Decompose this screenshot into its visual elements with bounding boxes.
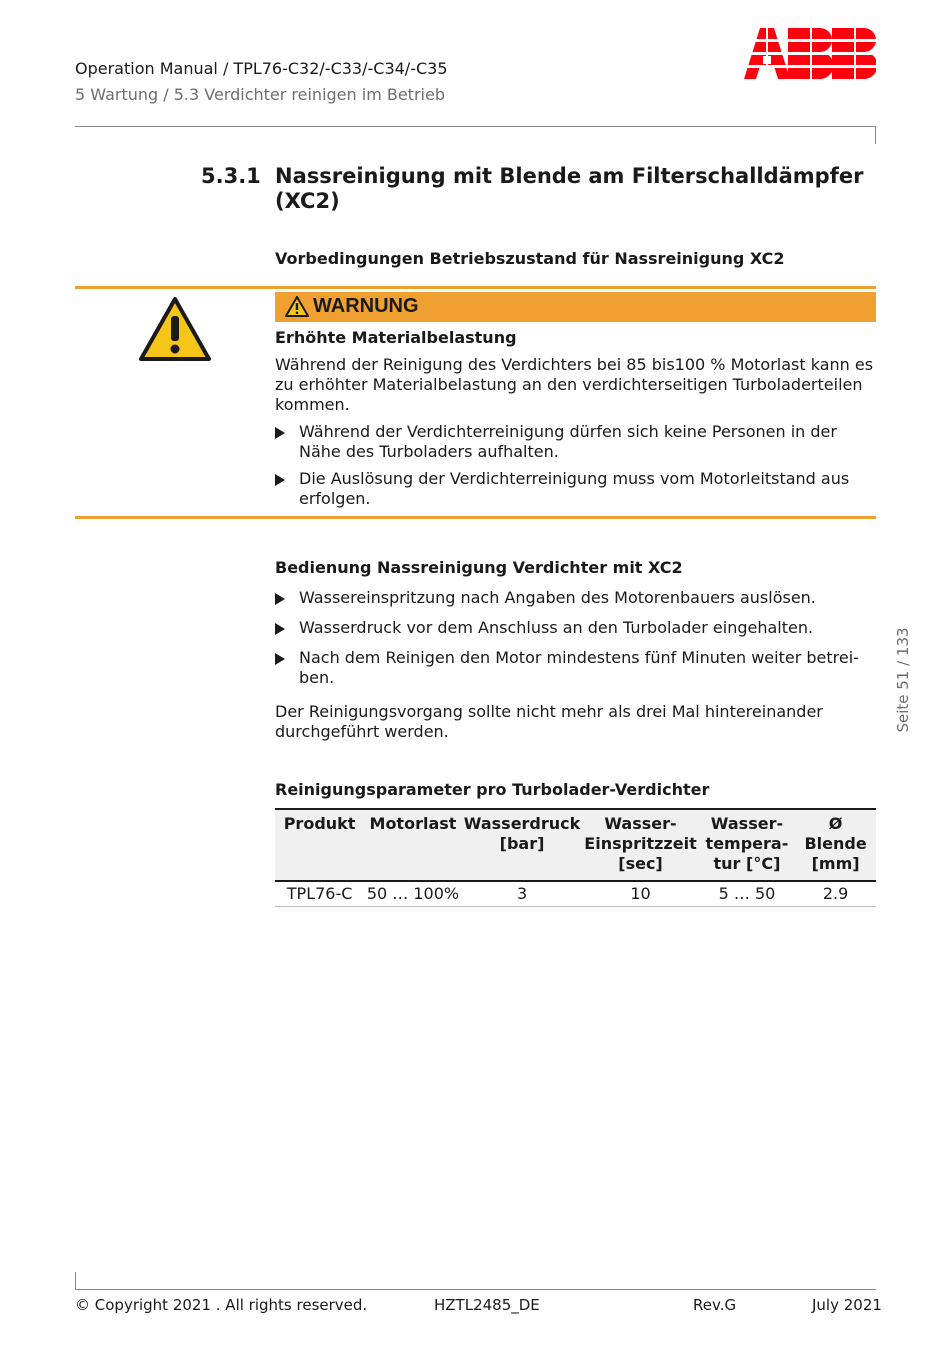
params-table <box>275 808 876 907</box>
table-cell: TPL76-C <box>275 881 364 907</box>
bullet-arrow-icon <box>275 427 285 439</box>
section-number: 5.3.1 <box>201 164 261 188</box>
date: July 2021 <box>812 1296 882 1314</box>
bullet-arrow-icon <box>275 653 285 665</box>
warning-title: Erhöhte Materialbelastung <box>275 328 517 347</box>
operation-note: Der Reinigungsvorgang sollte nicht mehr als drei Mal hintereinander durchgeführt werden. <box>275 702 823 741</box>
table-cell: 3 <box>462 881 583 907</box>
table-cell: 2.9 <box>795 881 876 907</box>
column-header: Produkt <box>275 809 364 881</box>
document-id: HZTL2485_DE <box>434 1296 540 1314</box>
bullet-arrow-icon <box>275 593 285 605</box>
bullet-arrow-icon <box>275 474 285 486</box>
column-header: Ø Blende [mm] <box>795 809 876 881</box>
table-cell: 5 … 50 <box>699 881 796 907</box>
breadcrumb: 5 Wartung / 5.3 Verdichter reinigen im Betrieb <box>75 85 445 104</box>
section-title: Nassreinigung mit Blende am Filterschalldämpfer (XC2) <box>275 164 864 213</box>
warning-top-rule <box>75 286 876 289</box>
warning-banner <box>275 292 876 322</box>
column-header: Motorlast <box>364 809 462 881</box>
footer-rule <box>75 1289 876 1290</box>
abb-logo <box>744 28 876 80</box>
bullet-arrow-icon <box>275 623 285 635</box>
warning-triangle-icon <box>138 296 212 366</box>
document-title: Operation Manual / TPL76-C32/-C33/-C34/-C35 <box>75 59 448 78</box>
warning-bottom-rule <box>75 516 876 519</box>
warning-text: Während der Reinigung des Verdichters bei 85 bis100 % Motorlast kann es zu erhöhter Materialbelastung an den verdichterseitigen Turboladerteilen kommen. <box>275 355 874 414</box>
revision: Rev.G <box>693 1296 737 1314</box>
table-cell: 50 … 100% <box>364 881 462 907</box>
warning-label: WARNUNG <box>313 295 419 317</box>
page-number: Seite 51 / 133 <box>894 627 912 733</box>
copyright: © Copyright 2021 . All rights reserved. <box>75 1296 368 1314</box>
header-rule-tick <box>875 126 876 144</box>
table-row <box>275 881 876 907</box>
operation-heading: Bedienung Nassreinigung Verdichter mit XC2 <box>275 558 683 577</box>
preconditions-heading: Vorbedingungen Betriebszustand für Nassreinigung XC2 <box>275 249 785 268</box>
table-header-row <box>275 809 876 881</box>
warning-small-icon <box>285 296 309 317</box>
table-cell: 10 <box>582 881 698 907</box>
header-rule <box>75 126 876 127</box>
column-header: Wasser-tempera-tur [°C] <box>699 809 796 881</box>
params-heading: Reinigungsparameter pro Turbolader-Verdichter <box>275 780 710 799</box>
footer-rule-tick <box>75 1272 76 1290</box>
column-header: Wasser-Einspritzzeit [sec] <box>582 809 698 881</box>
column-header: Wasserdruck [bar] <box>462 809 583 881</box>
